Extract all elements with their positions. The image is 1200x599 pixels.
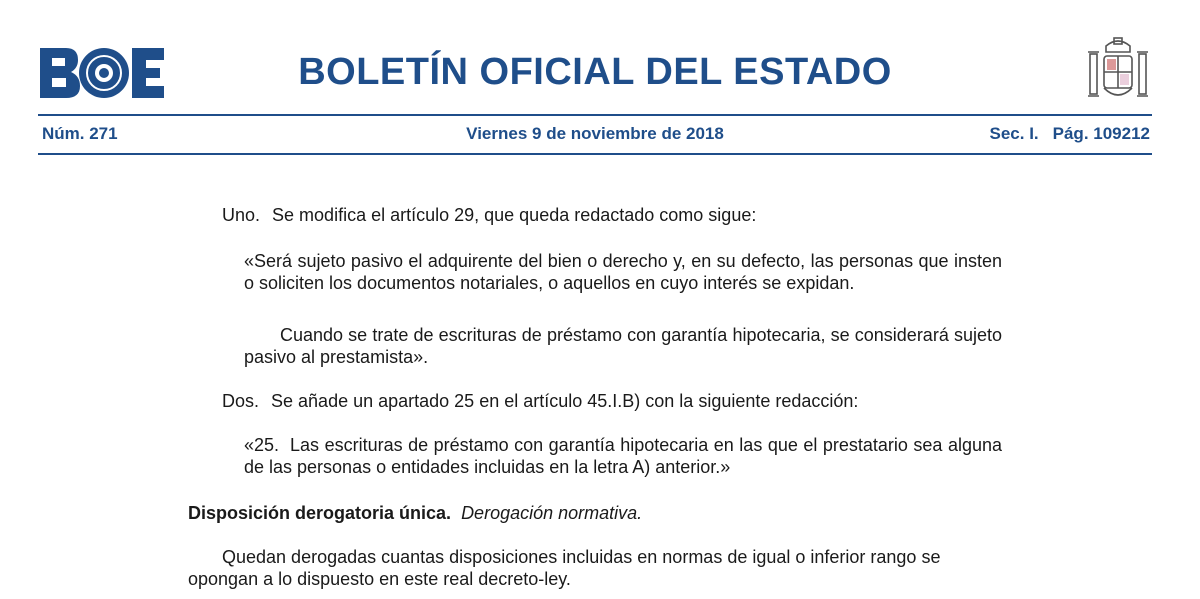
paragraph-dos (222, 390, 1012, 412)
quote-article-29: «Será sujeto pasivo el adquirente del bien o derecho y, en su defecto, las personas que insten o soliciten los documentos notariales, o aquellos en cuyo interés se expidan. (244, 251, 1002, 293)
gazette-title: BOLETÍN OFICIAL DEL ESTADO (298, 51, 892, 93)
final-paragraph: Quedan derogadas cuantas disposiciones incluidas en normas de igual o inferior rango se opongan a lo dispuesto en este real decreto-ley. (188, 547, 941, 589)
issue-date: Viernes 9 de noviembre de 2018 (466, 124, 724, 143)
disposicion-title: Disposición derogatoria única. (188, 503, 452, 523)
coat-of-arms-icon (1084, 36, 1152, 106)
issue-number: Núm. 271 (42, 124, 118, 143)
section-label: Sec. I. (989, 124, 1039, 143)
paragraph-uno (222, 204, 1012, 226)
dos-label: Dos. (222, 391, 260, 411)
dos-text: Se añade un apartado 25 en el artículo 45.I.B) con la siguiente redacción: (271, 391, 859, 411)
quote-article-29-second: Cuando se trate de escrituras de préstamo con garantía hipotecaria, se considerará sujeto pasivo al prestamista». (244, 325, 1002, 367)
uno-label: Uno. (222, 205, 261, 225)
header-rule-top (38, 114, 1152, 116)
disposicion-heading (188, 502, 1088, 524)
header-rule-bottom (38, 153, 1152, 155)
page-number: Pág. 109212 (1052, 124, 1150, 143)
section-page (990, 124, 1151, 144)
uno-text: Se modifica el artículo 29, que queda redactado como sigue: (272, 205, 757, 225)
quote-apartado-25: «25. Las escrituras de préstamo con garantía hipotecaria en las que el prestatario sea alguna de las personas o entidades incluidas en la letra A) anterior.» (244, 435, 1008, 477)
disposicion-subtitle: Derogación normativa. (461, 503, 643, 523)
